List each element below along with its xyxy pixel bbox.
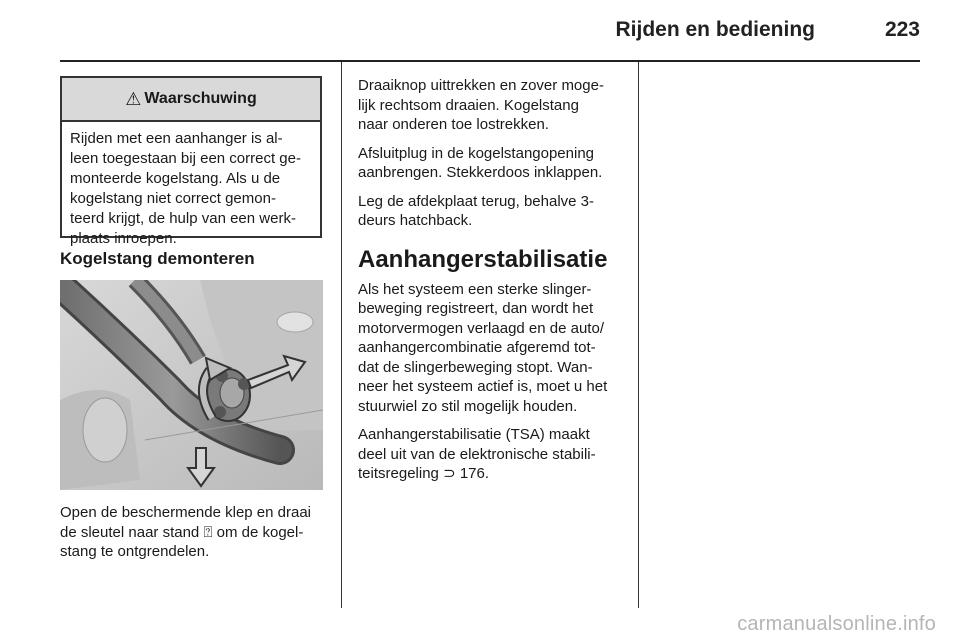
text-line: stuurwiel zo stil mogelijk houden. [358, 397, 578, 415]
caption-text: de sleutel naar stand [60, 523, 200, 541]
warning-header [62, 78, 320, 122]
towbar-illustration [60, 280, 323, 490]
text-line: beweging registreert, dan wordt het [358, 300, 594, 317]
warning-text [62, 122, 320, 249]
page-number: 223 [884, 18, 920, 41]
text-line: naar onderen toe lostrekken. [358, 116, 549, 133]
warning-title: Waarschuwing [144, 90, 257, 107]
warning-box [60, 76, 322, 247]
text-line: motorvermogen verlaagd en de auto/ [358, 319, 604, 337]
text-line: deel uit van de elektronische stabili- [358, 445, 596, 463]
unlock-key-icon: ⍰ [203, 523, 213, 541]
text-line: lijk rechtsom draaien. Kogelstang [358, 96, 579, 114]
caption-text: om de kogel- [216, 523, 304, 541]
paragraph-plug [358, 144, 628, 183]
text-line: Draaiknop uittrekken en zover moge- [358, 77, 604, 94]
text-line: Afsluitplug in de kogelstangopening [358, 144, 595, 162]
caption-line: Open de beschermende klep en draai [60, 504, 312, 521]
section-heading-stabilisation: Aanhangerstabilisatie [358, 245, 608, 273]
caption-line: stang te ontgrendelen. [60, 543, 210, 560]
column-divider-1 [341, 62, 342, 608]
column-divider-2 [638, 62, 639, 608]
watermark: carmanualsonline.info [737, 613, 936, 635]
text-line: teitsregeling [358, 465, 439, 482]
column-2 [358, 76, 628, 493]
paragraph-system [358, 280, 628, 417]
text-line: Leg de afdekplaat terug, behalve 3- [358, 192, 595, 210]
section-heading: Kogelstang demonteren [60, 249, 255, 268]
text-line: deurs hatchback. [358, 212, 473, 229]
warning-line: Rijden met een aanhanger is al- [70, 130, 283, 147]
header-title: Rijden en bediening [615, 18, 815, 41]
figure-caption [60, 503, 340, 562]
text-line: dat de slingerbeweging stopt. Wan- [358, 358, 593, 376]
warning-line: teerd krijgt, de hulp van een werk- [70, 210, 296, 227]
page-reference-icon: ⊃ [443, 465, 456, 482]
text-line: Aanhangerstabilisatie (TSA) maakt [358, 426, 590, 443]
paragraph-knob [358, 76, 628, 135]
page-reference-link[interactable]: 176. [459, 465, 490, 482]
header-rule [60, 60, 920, 62]
caption-line [60, 523, 340, 543]
warning-line: leen toegestaan bij een correct ge- [70, 150, 301, 167]
text-line: aanbrengen. Stekkerdoos inklappen. [358, 164, 603, 181]
paragraph-cover [358, 192, 628, 231]
text-line: aanhangercombinatie afgeremd tot- [358, 339, 596, 356]
text-line: Als het systeem een sterke slinger- [358, 280, 592, 298]
paragraph-tsa [358, 425, 628, 484]
warning-line: monteerde kogelstang. Als u de [70, 170, 281, 187]
text-line: neer het systeem actief is, moet u het [358, 378, 608, 395]
warning-triangle-icon: ⚠ [125, 89, 142, 109]
warning-line: kogelstang niet correct gemon- [70, 190, 276, 207]
warning-line: plaats inroepen. [70, 230, 177, 247]
